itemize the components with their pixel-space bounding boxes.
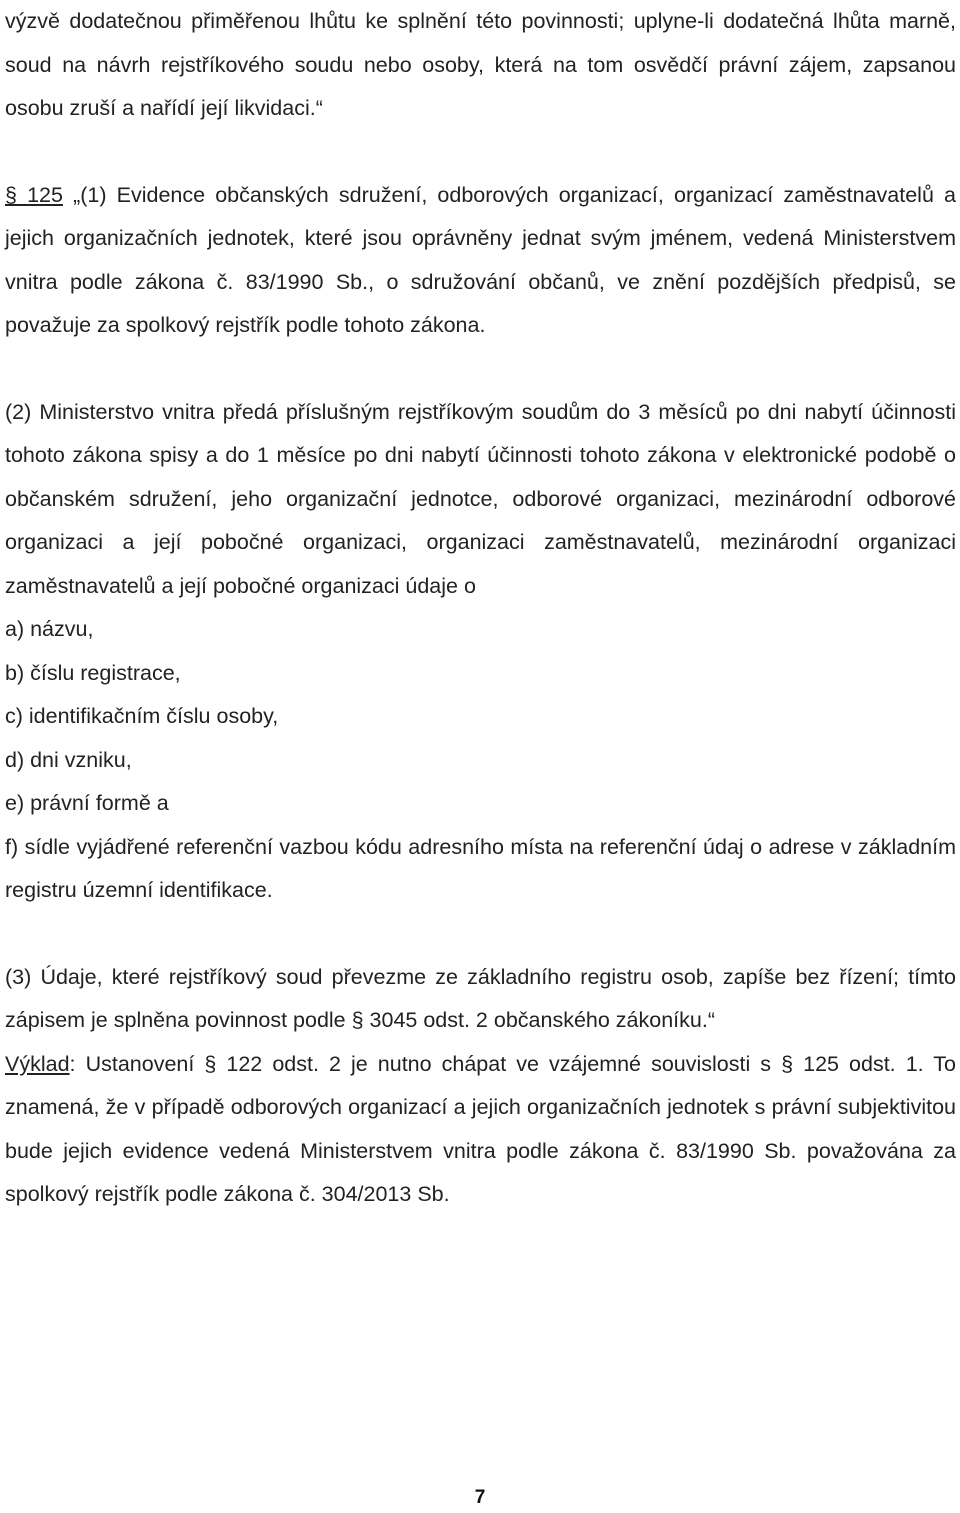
continuation-text: výzvě dodatečnou přiměřenou lhůtu ke splnění této povinnosti; uplyne-li dodatečná lhůta marně, soud na návrh rejstříkového soudu nebo osoby, která na tom osvědčí právní zájem, zapsanou osobu zruší a nařídí její likvidaci.“ [5,9,956,120]
paragraph-gap [5,348,956,391]
list-item: c) identifikačním číslu osoby, [5,704,279,728]
item-list [5,608,956,913]
section-125-paragraph-3 [5,956,956,1043]
vyklad-text: : Ustanovení § 122 odst. 2 je nutno chápat ve vzájemné souvislosti s § 125 odst. 1. To znamená, že v případě odborových organizací a jejich organizačních jednotek s právní subjektivitou bude jejich evidence vedená Ministerstvem vnitra podle zákona č. 83/1990 Sb. považována za spolkový rejstřík podle zákona č. 304/2013 Sb. [5,1051,956,1206]
section-125-ref: § 125 [5,182,63,207]
vyklad-paragraph [5,1043,956,1217]
page-number: 7 [474,1487,486,1508]
section-125-p2-text: (2) Ministerstvo vnitra předá příslušným rejstříkovým soudům do 3 měsíců po dni nabytí účinnosti tohoto zákona spisy a do 1 měsíce po dni nabytí účinnosti tohoto zákona v elektronické podobě o občanském sdružení, jeho organizační jednotce, odborové organizaci, mezinárodní odborové organizaci a její pobočné organizaci, organizaci zaměstnavatelů, mezinárodní organizaci zaměstnavatelů a její pobočné organizaci údaje o [5,399,956,598]
section-125-paragraph-1 [5,174,956,348]
section-125-paragraph-2 [5,391,956,609]
vyklad-label: Výklad [5,1051,70,1076]
section-125-p3-text: (3) Údaje, které rejstříkový soud převezme ze základního registru osob, zapíše bez řízení; tímto zápisem je splněna povinnost podle § 3045 odst. 2 občanského zákoníku.“ [5,964,956,1032]
paragraph-gap [5,131,956,174]
document-page [5,0,956,1217]
list-item: d) dni vzniku, [5,747,132,772]
list-item: e) právní formě a [5,791,169,815]
paragraph-gap [5,913,956,956]
continuation-paragraph [5,0,956,131]
list-item: f) sídle vyjádřené referenční vazbou kódu adresního místa na referenční údaj o adrese v základním registru územní identifikace. [5,834,956,902]
section-125-p1-text: „(1) Evidence občanských sdružení, odborových organizací, organizací zaměstnavatelů a jejich organizačních jednotek, které jsou oprávněny jednat svým jménem, vedená Ministerstvem vnitra podle zákona č. 83/1990 Sb., o sdružování občanů, ve znění pozdějších předpisů, se považuje za spolkový rejstřík podle tohoto zákona. [5,182,956,337]
list-item: a) názvu, [5,617,94,641]
list-item: b) číslu registrace, [5,660,181,685]
